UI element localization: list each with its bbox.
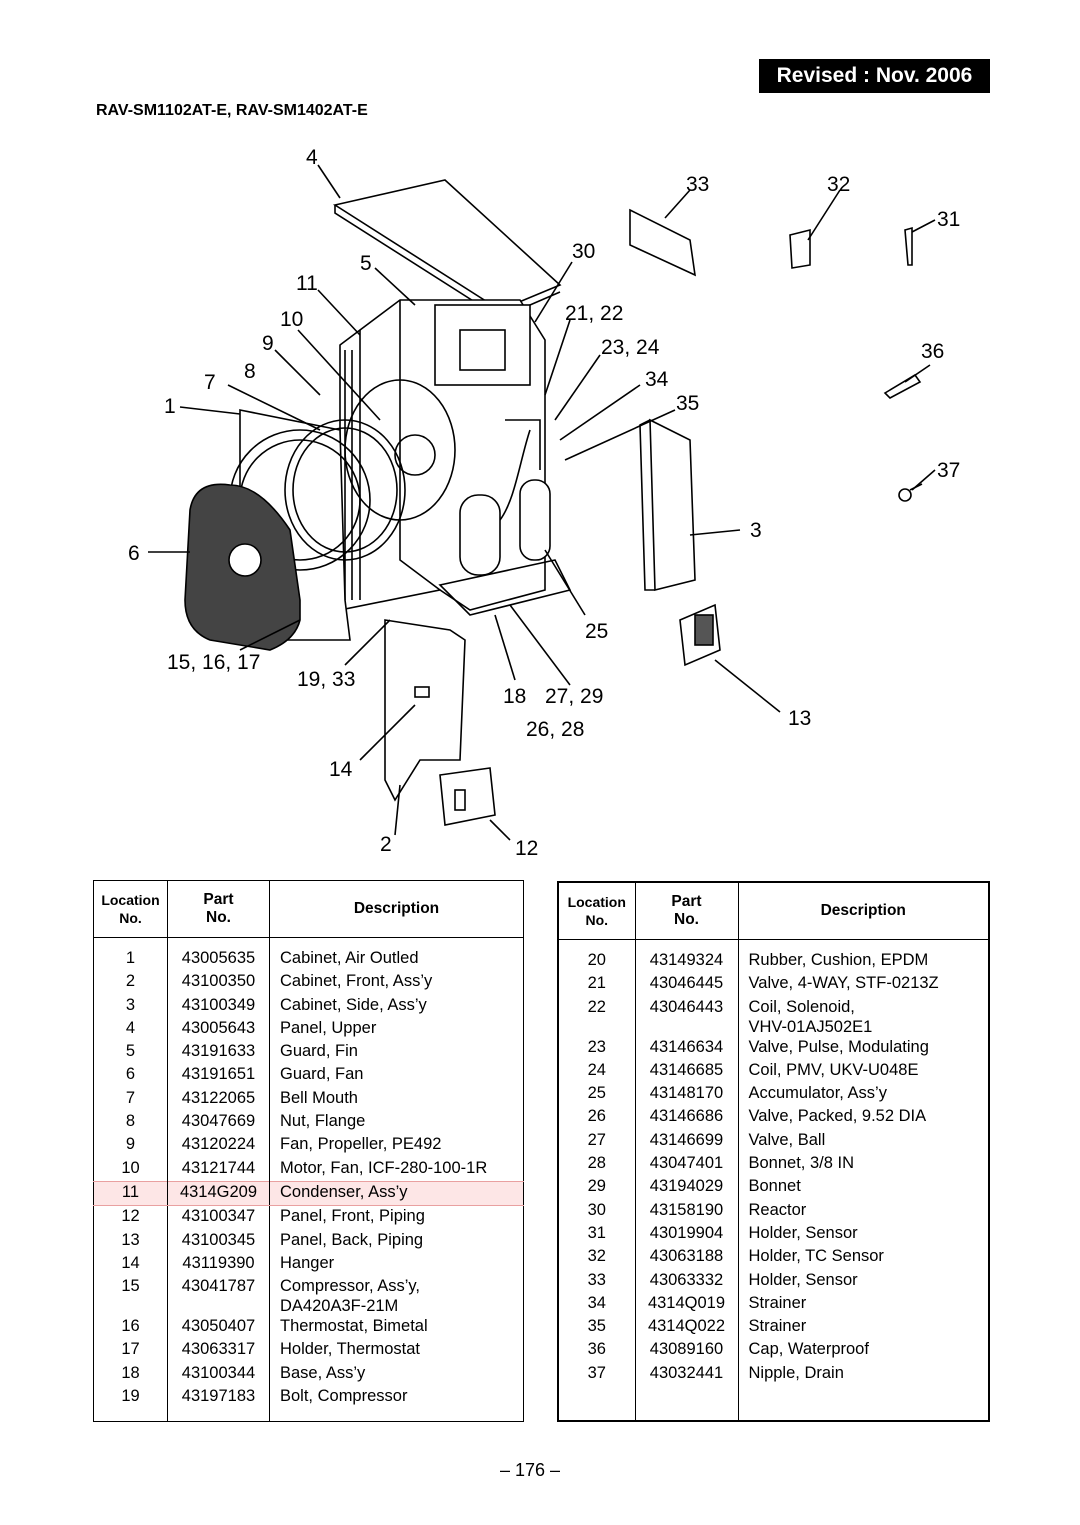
description bbox=[738, 1316, 989, 1339]
description bbox=[270, 1041, 524, 1064]
location-no: 36 bbox=[587, 1340, 606, 1359]
description bbox=[270, 1064, 524, 1087]
table-row bbox=[558, 973, 989, 996]
description bbox=[738, 1246, 989, 1269]
location-no: 25 bbox=[587, 1084, 606, 1103]
callout-25: 25 bbox=[585, 620, 609, 643]
callout-15-16-17: 15, 16, 17 bbox=[167, 651, 261, 674]
description-line: Motor, Fan, ICF-280-100-1R bbox=[280, 1158, 488, 1177]
description bbox=[270, 1230, 524, 1253]
table-row bbox=[558, 1363, 989, 1386]
callout-10: 10 bbox=[280, 308, 304, 331]
location-no: 23 bbox=[587, 1037, 606, 1056]
model-title: RAV-SM1102AT-E, RAV-SM1402AT-E bbox=[96, 102, 368, 119]
description bbox=[738, 1130, 989, 1153]
description-line: Cabinet, Side, Ass’y bbox=[280, 995, 427, 1014]
callout-37: 37 bbox=[937, 459, 961, 482]
description bbox=[270, 1018, 524, 1041]
description-line: Cabinet, Front, Ass’y bbox=[280, 972, 433, 991]
header-location: Location No. bbox=[94, 881, 168, 938]
description-line: Valve, Pulse, Modulating bbox=[748, 1037, 929, 1056]
callout-2: 2 bbox=[380, 833, 392, 856]
table-row bbox=[558, 1083, 989, 1106]
callout-11: 11 bbox=[296, 272, 318, 295]
part-no: 43191633 bbox=[168, 1041, 270, 1064]
description-line: Holder, Sensor bbox=[748, 1270, 858, 1289]
part-no: 43019904 bbox=[635, 1223, 738, 1246]
table-row bbox=[94, 1111, 524, 1134]
table-row bbox=[94, 1206, 524, 1230]
part-no: 43100349 bbox=[168, 995, 270, 1018]
description bbox=[738, 1223, 989, 1246]
description bbox=[738, 950, 989, 973]
part-no: 43047401 bbox=[635, 1153, 738, 1176]
location-no: 17 bbox=[121, 1340, 140, 1359]
callout-36: 36 bbox=[921, 340, 945, 363]
table-row bbox=[558, 1176, 989, 1199]
location-no: 28 bbox=[587, 1154, 606, 1173]
part-no: 43146634 bbox=[635, 1037, 738, 1060]
description-line: Nut, Flange bbox=[280, 1112, 366, 1131]
description-line: Reactor bbox=[748, 1200, 807, 1219]
table-row bbox=[94, 1088, 524, 1111]
part-no: 43032441 bbox=[635, 1363, 738, 1386]
location-no: 33 bbox=[587, 1270, 606, 1289]
location-no: 19 bbox=[121, 1387, 140, 1406]
callout-1: 1 bbox=[164, 395, 176, 418]
description bbox=[738, 1176, 989, 1199]
part-no: 4314Q019 bbox=[635, 1293, 738, 1316]
part-no: 43100347 bbox=[168, 1206, 270, 1230]
description-line: Coil, Solenoid, bbox=[748, 997, 855, 1016]
location-no: 35 bbox=[587, 1317, 606, 1336]
description-line: Accumulator, Ass’y bbox=[748, 1084, 887, 1103]
location-no: 10 bbox=[121, 1158, 140, 1177]
description bbox=[270, 1386, 524, 1409]
part-no: 43119390 bbox=[168, 1253, 270, 1276]
location-no: 20 bbox=[587, 951, 606, 969]
part-no: 43197183 bbox=[168, 1386, 270, 1409]
location-no: 11 bbox=[94, 1181, 168, 1205]
location-no: 3 bbox=[125, 995, 136, 1014]
part-no: 43120224 bbox=[168, 1134, 270, 1157]
description bbox=[270, 1206, 524, 1230]
table-row bbox=[94, 1276, 524, 1316]
description-line: Cabinet, Air Outled bbox=[280, 949, 419, 967]
callout-26-28: 26, 28 bbox=[526, 718, 585, 741]
part-no: 43158190 bbox=[635, 1200, 738, 1223]
description-line: Compressor, Ass’y, bbox=[280, 1277, 420, 1296]
location-no: 13 bbox=[121, 1230, 140, 1249]
description-line-2: DA420A3F-21M bbox=[280, 1297, 399, 1316]
description bbox=[738, 1270, 989, 1293]
table-row bbox=[94, 1253, 524, 1276]
part-no: 43191651 bbox=[168, 1064, 270, 1087]
callout-30: 30 bbox=[572, 240, 596, 263]
table-row bbox=[558, 997, 989, 1037]
location-no: 8 bbox=[125, 1112, 136, 1131]
part-no: 43046445 bbox=[635, 973, 738, 996]
revised-badge: Revised : Nov. 2006 bbox=[759, 59, 990, 93]
description-line: Bell Mouth bbox=[280, 1088, 358, 1107]
callout-13: 13 bbox=[788, 707, 812, 730]
description-line: Rubber, Cushion, EPDM bbox=[748, 951, 929, 969]
table-row bbox=[558, 1130, 989, 1153]
callout-12: 12 bbox=[515, 837, 539, 860]
part-no: 43047669 bbox=[168, 1111, 270, 1134]
table-row bbox=[94, 1158, 524, 1182]
description bbox=[270, 948, 524, 971]
description bbox=[270, 971, 524, 994]
table-row bbox=[94, 1018, 524, 1041]
callout-8: 8 bbox=[244, 360, 256, 383]
description-line: Holder, TC Sensor bbox=[748, 1247, 884, 1266]
header-part: Part No. bbox=[635, 882, 738, 940]
part-no: 43146699 bbox=[635, 1130, 738, 1153]
table-row bbox=[558, 1246, 989, 1269]
part-no: 43063317 bbox=[168, 1339, 270, 1362]
table-row bbox=[558, 1223, 989, 1246]
callout-4: 4 bbox=[306, 146, 318, 169]
callout-21-22: 21, 22 bbox=[565, 302, 624, 325]
table-row bbox=[94, 1181, 524, 1205]
callout-3: 3 bbox=[750, 519, 762, 542]
table-row bbox=[558, 1293, 989, 1316]
callout-33: 33 bbox=[686, 173, 710, 196]
part-no: 43122065 bbox=[168, 1088, 270, 1111]
description-line: Valve, 4-WAY, STF-0213Z bbox=[748, 974, 939, 993]
description bbox=[738, 1106, 989, 1129]
callout-9: 9 bbox=[262, 332, 274, 355]
description-line: Hanger bbox=[280, 1253, 335, 1272]
callout-19-33: 19, 33 bbox=[297, 668, 356, 691]
description-line: Valve, Packed, 9.52 DIA bbox=[748, 1107, 927, 1126]
location-no: 18 bbox=[121, 1363, 140, 1382]
description-line: Panel, Front, Piping bbox=[280, 1207, 425, 1226]
description bbox=[270, 1134, 524, 1157]
location-no: 9 bbox=[125, 1135, 136, 1154]
description-line: Strainer bbox=[748, 1293, 807, 1312]
location-no: 7 bbox=[125, 1088, 136, 1107]
table-row bbox=[558, 950, 989, 973]
page-number: – 176 – bbox=[500, 1460, 561, 1480]
callout-34: 34 bbox=[645, 368, 669, 391]
part-no: 43100344 bbox=[168, 1363, 270, 1386]
description-line: Guard, Fan bbox=[280, 1065, 364, 1084]
location-no: 2 bbox=[125, 972, 136, 991]
table-row bbox=[558, 1200, 989, 1223]
table-row bbox=[94, 1363, 524, 1386]
part-no: 43146686 bbox=[635, 1106, 738, 1129]
table-row bbox=[94, 1339, 524, 1362]
callout-35: 35 bbox=[676, 392, 700, 415]
location-no: 16 bbox=[121, 1317, 140, 1336]
description bbox=[738, 1339, 989, 1362]
description bbox=[738, 1363, 989, 1386]
header-description: Description bbox=[738, 882, 989, 940]
description bbox=[270, 1339, 524, 1362]
part-no: 4314G209 bbox=[168, 1181, 270, 1205]
description bbox=[270, 1276, 524, 1316]
table-row bbox=[94, 1064, 524, 1087]
description bbox=[738, 1200, 989, 1223]
table-row bbox=[94, 1134, 524, 1157]
description bbox=[738, 973, 989, 996]
table-row bbox=[94, 1230, 524, 1253]
header-location: Location No. bbox=[558, 882, 635, 940]
header-description: Description bbox=[270, 881, 524, 938]
location-no: 21 bbox=[587, 974, 606, 993]
description bbox=[738, 1083, 989, 1106]
description-line: Guard, Fin bbox=[280, 1042, 358, 1061]
description-line: Bonnet bbox=[748, 1177, 801, 1196]
part-no: 43121744 bbox=[168, 1158, 270, 1182]
callout-27-29: 27, 29 bbox=[545, 685, 604, 708]
callout-7: 7 bbox=[204, 371, 216, 394]
callout-5: 5 bbox=[360, 252, 372, 275]
part-no: 43194029 bbox=[635, 1176, 738, 1199]
description bbox=[270, 1181, 524, 1205]
table-row bbox=[558, 1037, 989, 1060]
table-row bbox=[94, 1386, 524, 1409]
description-line: Bonnet, 3/8 IN bbox=[748, 1154, 854, 1173]
parts-table-left bbox=[93, 880, 524, 1422]
table-row bbox=[94, 1041, 524, 1064]
description bbox=[270, 995, 524, 1018]
part-no: 43041787 bbox=[168, 1276, 270, 1316]
description bbox=[270, 1111, 524, 1134]
description-line: Cap, Waterproof bbox=[748, 1340, 869, 1359]
description bbox=[270, 1316, 524, 1339]
description-line: Base, Ass’y bbox=[280, 1363, 366, 1382]
location-no: 1 bbox=[125, 949, 136, 967]
description-line: Panel, Upper bbox=[280, 1018, 377, 1037]
part-no: 43005643 bbox=[168, 1018, 270, 1041]
description bbox=[270, 1363, 524, 1386]
part-no: 43063332 bbox=[635, 1270, 738, 1293]
part-no: 43089160 bbox=[635, 1339, 738, 1362]
table-row bbox=[94, 948, 524, 971]
table-row bbox=[558, 1339, 989, 1362]
description bbox=[738, 1037, 989, 1060]
location-no: 4 bbox=[125, 1018, 136, 1037]
description bbox=[270, 1088, 524, 1111]
description-line-2: VHV-01AJ502E1 bbox=[748, 1017, 873, 1036]
description-line: Panel, Back, Piping bbox=[280, 1230, 424, 1249]
callout-18: 18 bbox=[503, 685, 527, 708]
description-line: Nipple, Drain bbox=[748, 1363, 844, 1382]
description-line: Valve, Ball bbox=[748, 1130, 826, 1149]
description bbox=[738, 1060, 989, 1083]
location-no: 22 bbox=[587, 997, 606, 1016]
location-no: 14 bbox=[121, 1253, 140, 1272]
description-line: Fan, Propeller, PE492 bbox=[280, 1135, 442, 1154]
part-no: 43050407 bbox=[168, 1316, 270, 1339]
parts-table-right bbox=[557, 881, 990, 1422]
location-no: 31 bbox=[587, 1223, 606, 1242]
table-row bbox=[558, 1060, 989, 1083]
description bbox=[270, 1158, 524, 1182]
part-no: 43100350 bbox=[168, 971, 270, 994]
part-no: 43046443 bbox=[635, 997, 738, 1037]
part-no: 43063188 bbox=[635, 1246, 738, 1269]
table-row bbox=[94, 971, 524, 994]
description-line: Thermostat, Bimetal bbox=[280, 1317, 428, 1336]
table-row bbox=[558, 1153, 989, 1176]
part-no: 43149324 bbox=[635, 950, 738, 973]
description-line: Bolt, Compressor bbox=[280, 1387, 408, 1406]
part-no: 43146685 bbox=[635, 1060, 738, 1083]
table-row bbox=[94, 995, 524, 1018]
location-no: 26 bbox=[587, 1107, 606, 1126]
description-line: Holder, Sensor bbox=[748, 1223, 858, 1242]
location-no: 15 bbox=[121, 1277, 140, 1296]
location-no: 37 bbox=[587, 1363, 606, 1382]
location-no: 29 bbox=[587, 1177, 606, 1196]
description-line: Condenser, Ass’y bbox=[280, 1182, 408, 1201]
location-no: 5 bbox=[125, 1042, 136, 1061]
description-line: Strainer bbox=[748, 1317, 807, 1336]
table-row bbox=[558, 1106, 989, 1129]
location-no: 27 bbox=[587, 1130, 606, 1149]
callout-31: 31 bbox=[937, 208, 961, 231]
part-no: 43100345 bbox=[168, 1230, 270, 1253]
table-row bbox=[558, 1316, 989, 1339]
exploded-parts-diagram bbox=[0, 130, 1080, 870]
table-row bbox=[558, 1270, 989, 1293]
part-no: 4314Q022 bbox=[635, 1316, 738, 1339]
description bbox=[738, 1293, 989, 1316]
description-line: Holder, Thermostat bbox=[280, 1340, 421, 1359]
description bbox=[270, 1253, 524, 1276]
description bbox=[738, 997, 989, 1037]
location-no: 30 bbox=[587, 1200, 606, 1219]
part-no: 43005635 bbox=[168, 948, 270, 971]
location-no: 24 bbox=[587, 1060, 606, 1079]
callout-32: 32 bbox=[827, 173, 851, 196]
location-no: 6 bbox=[125, 1065, 136, 1084]
callout-23-24: 23, 24 bbox=[601, 336, 660, 359]
description-line: Coil, PMV, UKV-U048E bbox=[748, 1060, 919, 1079]
location-no: 32 bbox=[587, 1247, 606, 1266]
part-no: 43148170 bbox=[635, 1083, 738, 1106]
location-no: 12 bbox=[121, 1207, 140, 1226]
callout-14: 14 bbox=[329, 758, 353, 781]
header-part: Part No. bbox=[168, 881, 270, 938]
table-row bbox=[94, 1316, 524, 1339]
callout-6: 6 bbox=[128, 542, 140, 565]
location-no: 34 bbox=[587, 1293, 606, 1312]
description bbox=[738, 1153, 989, 1176]
